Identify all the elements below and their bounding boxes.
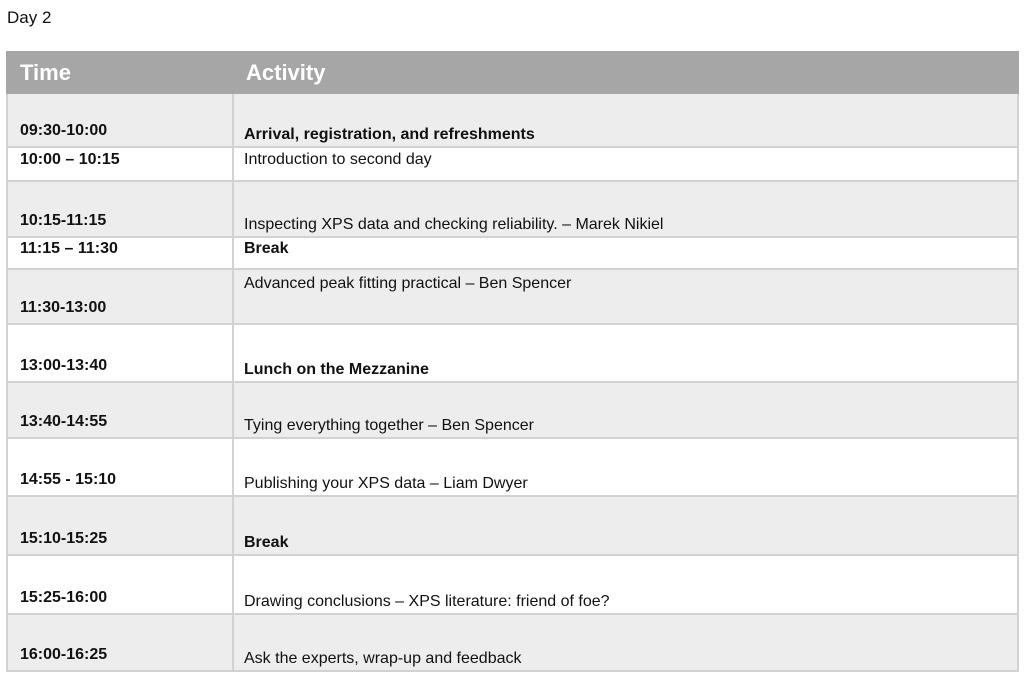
table-row [7,237,1018,269]
row-time: 16:00-16:25 [7,614,233,671]
row-time: 15:10-15:25 [7,496,233,555]
row-time: 11:30-13:00 [7,269,233,324]
table-row [7,93,1018,147]
table-row [7,181,1018,237]
row-activity: Drawing conclusions – XPS literature: friend of foe? [233,555,1018,614]
row-activity: Lunch on the Mezzanine [233,324,1018,382]
row-time: 10:15-11:15 [7,181,233,237]
day-heading: Day 2 [7,8,52,27]
table-row [7,147,1018,181]
row-activity: Advanced peak fitting practical – Ben Spencer [233,269,1018,324]
row-activity: Inspecting XPS data and checking reliability. – Marek Nikiel [233,181,1018,237]
row-activity: Publishing your XPS data – Liam Dwyer [233,438,1018,496]
row-time: 09:30-10:00 [7,93,233,147]
header-activity: Activity [233,52,1018,93]
row-time: 11:15 – 11:30 [7,237,233,269]
row-activity: Break [233,237,1018,269]
table-row [7,324,1018,382]
row-time: 13:00-13:40 [7,324,233,382]
row-time: 14:55 - 15:10 [7,438,233,496]
row-activity: Break [233,496,1018,555]
table-row [7,438,1018,496]
row-activity: Arrival, registration, and refreshments [233,93,1018,147]
row-time: 10:00 – 10:15 [7,147,233,181]
table-row [7,555,1018,614]
table-row [7,614,1018,671]
row-activity: Introduction to second day [233,147,1018,181]
table-row [7,269,1018,324]
row-time: 15:25-16:00 [7,555,233,614]
table-row [7,496,1018,555]
table-header-row [7,52,1018,93]
schedule-table [6,51,1019,672]
row-activity: Tying everything together – Ben Spencer [233,382,1018,438]
row-activity: Ask the experts, wrap-up and feedback [233,614,1018,671]
table-row [7,382,1018,438]
row-time: 13:40-14:55 [7,382,233,438]
header-time: Time [7,52,233,93]
